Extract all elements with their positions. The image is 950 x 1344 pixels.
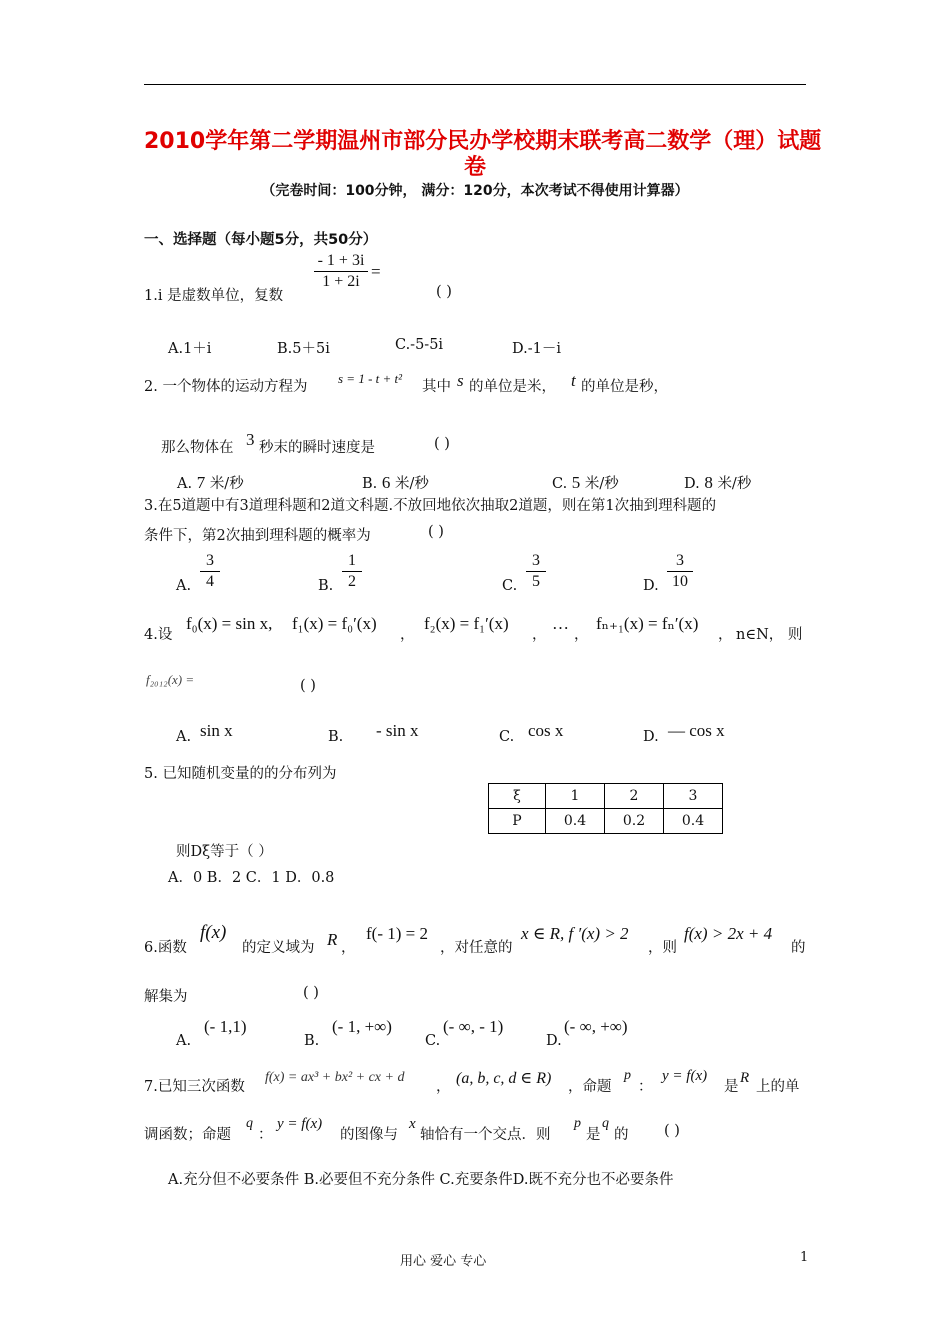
q4-option-a-label: A. [176, 729, 192, 745]
q7-y-fx-1: y = f(x) [662, 1068, 708, 1084]
q4-comma-2: ， [532, 627, 547, 643]
q7-line2-d: 轴恰有一个交点．则 [420, 1127, 551, 1143]
q3-option-a-den: 4 [206, 573, 214, 590]
q7-answer-blank: ( ) [664, 1123, 680, 1139]
q7-prop-q: q [246, 1116, 253, 1131]
q4-comma-1: ， [400, 627, 415, 643]
q7-line2-a: 调函数；命题 [144, 1127, 231, 1143]
q7-line2-c: 的图像与 [340, 1127, 398, 1143]
q4-option-b-label: B. [328, 729, 344, 745]
q2-option-a-unit: 米/秒 [209, 476, 244, 492]
q2-option-a-num: 7 [196, 473, 206, 492]
table-row [489, 809, 723, 834]
q6-stem-b: 的定义域为 [242, 940, 315, 956]
q4-option-c-label: C. [499, 729, 515, 745]
q3-line2: 条件下，第2次抽到理科题的概率为 [144, 528, 371, 544]
q2-option-b [362, 472, 429, 493]
q3-option-c-den: 5 [532, 573, 540, 590]
q4-f1-def: f₁(x) = f₀′(x) [292, 614, 377, 633]
q6-stem-a: 6.函数 [144, 940, 187, 956]
q6-option-d-label: D. [546, 1033, 562, 1049]
q6-R: R [327, 930, 338, 949]
q7-prop-p: p [624, 1068, 631, 1083]
q5-stem: 5. 已知随机变量的的分布列为 [144, 766, 337, 782]
q7-cubic-function: f(x) = ax³ + bx² + cx + d [265, 1070, 405, 1085]
q4-condition: n∈N， 则 [736, 627, 803, 643]
q6-option-a-expr: (- 1,1) [204, 1017, 247, 1036]
q3-option-b-label: B. [318, 578, 334, 594]
q7-y-fx-2: y = f(x) [277, 1116, 323, 1132]
q1-answer-blank: ( ) [436, 284, 452, 300]
q7-R: R [740, 1070, 750, 1086]
q2-option-c-label: C. [552, 476, 568, 492]
table-cell: ξ [489, 784, 546, 809]
q4-option-d-expr: — cos x [668, 721, 725, 740]
q4-option-d-label: D. [643, 729, 659, 745]
q1-frac-num: - 1 + 3i [314, 252, 368, 272]
q3-line1: 3.在5道题中有3道理科题和2道文科题.不放回地依次抽取2道题，则在第1次抽到理科题的 [144, 498, 717, 514]
q2-motion-equation: s = 1 - t + t² [338, 371, 403, 386]
q6-f-minus1: f(- 1) = 2 [366, 924, 428, 943]
footer-motto: 用心 爱心 专心 [400, 1254, 487, 1269]
q3-option-b-den: 2 [348, 573, 356, 590]
exam-title-line2: 卷 [463, 155, 486, 180]
q7-line2-b: ： [258, 1127, 273, 1143]
q7-line2-f: 的 [614, 1127, 629, 1143]
table-cell: 3 [664, 784, 723, 809]
q4-comma-4: ， [718, 627, 733, 643]
q3-option-b-num: 1 [342, 552, 362, 572]
q2-option-c-unit: 米/秒 [584, 476, 619, 492]
q3-option-c-label: C. [502, 578, 518, 594]
q6-stem-e: ，则 [648, 940, 677, 956]
table-cell: 0.4 [664, 809, 723, 834]
q2-option-a [177, 472, 244, 493]
q2-line2-b: 秒末的瞬时速度是 [259, 440, 375, 456]
q2-stem-c: 的单位是米， [469, 379, 556, 395]
q7-stem-a: 7.已知三次函数 [144, 1079, 245, 1095]
table-cell: 2 [605, 784, 664, 809]
q4-question: f₂₀₁₂(x) = [146, 672, 195, 687]
q7-stem-g: 上的单 [756, 1079, 800, 1095]
q6-stem-c: ， [341, 940, 356, 956]
q6-inequality: f(x) > 2x + 4 [684, 924, 773, 943]
q2-option-d [684, 472, 751, 493]
q6-condition: x ∈ R, f ′(x) > 2 [521, 924, 629, 943]
q6-stem-f: 的 [791, 940, 806, 956]
q1-stem: 1.i 是虚数单位，复数 [144, 288, 284, 304]
q3-option-d-num: 3 [667, 552, 693, 572]
q7-stem-c: ，命题 [568, 1079, 612, 1095]
q3-answer-blank: ( ) [428, 524, 444, 540]
q2-three: 3 [246, 430, 255, 449]
q4-ellipsis: … [552, 614, 569, 633]
q1-option-b: B.5＋5i [277, 341, 330, 357]
q5-options: A．0 B．2 C．1 D．0.8 [168, 870, 335, 886]
q4-option-a-expr: sin x [200, 721, 233, 740]
q3-option-a-label: A. [176, 578, 192, 594]
q2-answer-blank: ( ) [434, 436, 450, 452]
q2-option-b-num: 6 [381, 473, 391, 492]
q4-option-b-expr: - sin x [376, 721, 419, 740]
q2-option-d-unit: 米/秒 [717, 476, 752, 492]
q7-stem-b: ， [436, 1079, 451, 1095]
table-row [489, 784, 723, 809]
q4-comma-3: ， [574, 627, 589, 643]
q5-distribution-table [488, 783, 723, 834]
q2-stem-a: 2. 一个物体的运动方程为 [144, 379, 308, 395]
q1-fraction [314, 252, 368, 292]
page-number: 1 [800, 1250, 809, 1265]
table-cell: 0.4 [546, 809, 605, 834]
q1-frac-den: 1 + 2i [322, 273, 360, 290]
q2-option-c-num: 5 [571, 473, 581, 492]
q7-options: A.充分但不必要条件 B.必要但不充分条件 C.充要条件D.既不充分也不必要条件 [168, 1172, 674, 1188]
q2-option-c [552, 472, 619, 493]
q4-answer-blank: ( ) [300, 678, 316, 694]
q3-option-a-num: 3 [200, 552, 220, 572]
q1-equals: = [371, 262, 381, 281]
q7-prop-q-2: q [602, 1116, 609, 1131]
q2-option-d-label: D. [684, 476, 700, 492]
q6-answer-blank: ( ) [303, 985, 319, 1001]
table-cell: 1 [546, 784, 605, 809]
q2-line2-a: 那么物体在 [161, 440, 234, 456]
q4-f2-def: f₂(x) = f₁′(x) [424, 614, 509, 633]
q7-prop-p-2: p [574, 1116, 581, 1131]
header-rule [144, 84, 806, 85]
q6-option-b-expr: (- 1, +∞) [332, 1017, 392, 1036]
q2-stem-b: 其中 [422, 379, 451, 395]
q3-option-c-num: 3 [526, 552, 546, 572]
q7-stem-e: 是 [724, 1079, 739, 1095]
q6-option-c-expr: (- ∞, - 1) [443, 1017, 504, 1036]
q2-stem-d: 的单位是秒， [581, 379, 668, 395]
q4-option-c-expr: cos x [528, 721, 564, 740]
q3-option-a-frac [200, 552, 220, 592]
q2-option-d-num: 8 [704, 473, 713, 492]
q2-option-a-label: A. [177, 476, 193, 492]
q3-option-d-label: D. [643, 578, 659, 594]
q6-option-c-label: C. [425, 1033, 441, 1049]
q6-option-a-label: A. [176, 1033, 192, 1049]
q1-option-a: A.1＋i [168, 341, 212, 357]
q1-option-c: C.-5-5i [395, 337, 444, 353]
q5-question: 则Dξ等于（ ） [176, 844, 273, 860]
q6-line2: 解集为 [144, 989, 188, 1005]
q2-option-b-label: B. [362, 476, 378, 492]
q2-var-t: t [571, 371, 576, 390]
table-cell: P [489, 809, 546, 834]
q3-option-b-frac [342, 552, 362, 592]
q4-prefix: 4.设 [144, 627, 173, 643]
section-heading: 一、选择题（每小题5分，共50分） [144, 232, 378, 248]
q7-coeff-set: (a, b, c, d ∈ R) [456, 1070, 552, 1087]
q6-stem-d: ，对任意的 [440, 940, 513, 956]
exam-title-line1: 2010学年第二学期温州市部分民办学校期末联考高二数学（理）试题 [144, 129, 822, 154]
q3-option-d-frac [667, 552, 693, 592]
q4-fn-def: fₙ₊₁(x) = fₙ′(x) [596, 614, 699, 633]
table-cell: 0.2 [605, 809, 664, 834]
q6-option-b-label: B. [304, 1033, 320, 1049]
q6-option-d-expr: (- ∞, +∞) [564, 1017, 628, 1036]
q7-var-x: x [409, 1116, 416, 1132]
q1-option-d: D.-1－i [512, 341, 561, 357]
q2-option-b-unit: 米/秒 [394, 476, 429, 492]
q7-line2-e: 是 [586, 1127, 601, 1143]
exam-subtitle: （完卷时间：100分钟， 满分：120分，本次考试不得使用计算器） [261, 183, 689, 199]
q3-option-c-frac [526, 552, 546, 592]
q6-fx: f(x) [200, 922, 227, 943]
q7-stem-d: ： [638, 1079, 653, 1095]
q2-var-s: s [457, 371, 464, 390]
q4-f0-def: f₀(x) = sin x, [186, 614, 273, 633]
q3-option-d-den: 10 [672, 573, 688, 590]
